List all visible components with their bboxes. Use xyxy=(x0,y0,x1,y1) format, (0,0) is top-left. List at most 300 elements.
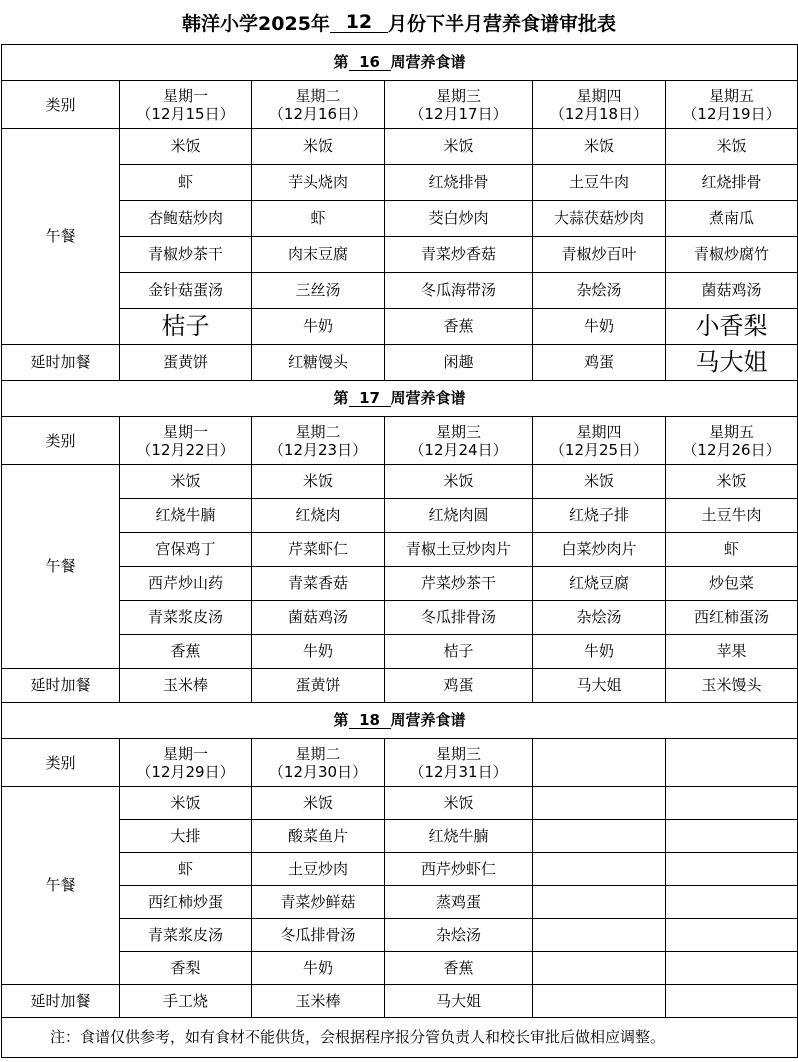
dish-cell xyxy=(120,165,252,201)
extra-cell xyxy=(533,669,666,703)
dish-cell xyxy=(252,499,385,533)
dish-cell xyxy=(666,886,798,919)
dish-name: 青菜香菇 xyxy=(287,574,348,592)
dish-name: 米饭 xyxy=(302,793,333,812)
dish-cell xyxy=(252,601,385,635)
dish-name: 米饭 xyxy=(170,793,201,812)
extra-item: 玉米棒 xyxy=(295,991,341,1010)
day-date: （12月15日） xyxy=(136,104,235,123)
extra-meal-row xyxy=(2,345,798,381)
lunch-row xyxy=(2,309,798,345)
dish-cell xyxy=(252,919,385,952)
dish-cell xyxy=(533,787,666,820)
dish-cell xyxy=(533,820,666,853)
lunch-row xyxy=(2,635,798,669)
day-name: 星期五 xyxy=(708,86,754,105)
dish-name: 虾 xyxy=(310,209,326,227)
dish-name: 冬瓜海带汤 xyxy=(420,281,496,299)
dish-cell xyxy=(666,273,798,309)
day-header xyxy=(252,417,385,465)
extra-cell xyxy=(385,985,533,1018)
lunch-row xyxy=(2,820,798,853)
day-header xyxy=(120,739,252,787)
dish-name: 青椒土豆炒肉片 xyxy=(405,540,511,558)
day-header xyxy=(533,739,666,787)
dish-cell xyxy=(385,309,533,345)
dish-name: 虾 xyxy=(723,540,739,558)
day-header xyxy=(385,81,533,129)
dish-name: 米饭 xyxy=(716,137,747,155)
page-title xyxy=(0,0,798,44)
dish-cell xyxy=(252,201,385,237)
dish-name: 青菜浆皮汤 xyxy=(147,925,223,944)
dish-name: 菌菇鸡汤 xyxy=(701,281,762,299)
extra-cell xyxy=(533,345,666,381)
dish-cell xyxy=(252,465,385,499)
dish-cell xyxy=(533,919,666,952)
extra-cell xyxy=(533,985,666,1018)
day-header xyxy=(533,417,666,465)
dish-cell xyxy=(252,820,385,853)
dish-cell xyxy=(385,499,533,533)
day-header xyxy=(252,81,385,129)
dish-cell xyxy=(533,237,666,273)
extra-item: 马大姐 xyxy=(576,676,622,694)
title-month: 12 xyxy=(330,12,388,33)
lunch-row xyxy=(2,273,798,309)
dish-cell xyxy=(666,567,798,601)
week-prefix: 第 xyxy=(333,711,349,729)
dish-cell xyxy=(120,129,252,165)
lunch-text: 午餐 xyxy=(45,557,76,575)
day-header-row xyxy=(2,81,798,129)
dish-cell xyxy=(252,886,385,919)
dish-name: 苹果 xyxy=(716,642,747,660)
category-label xyxy=(2,81,120,129)
dish-cell xyxy=(533,601,666,635)
day-name: 星期一 xyxy=(162,86,208,105)
dish-cell xyxy=(120,820,252,853)
dish-name: 土豆牛肉 xyxy=(701,506,762,524)
dish-name: 米饭 xyxy=(302,472,333,490)
dish-name: 金针菇蛋汤 xyxy=(147,281,223,299)
dish-cell xyxy=(533,165,666,201)
extra-text: 延时加餐 xyxy=(30,676,91,694)
dish-name: 香梨 xyxy=(170,958,201,977)
extra-label xyxy=(2,985,120,1018)
dish-cell xyxy=(533,201,666,237)
extra-cell xyxy=(666,985,798,1018)
extra-cell xyxy=(252,985,385,1018)
week-suffix: 周营养食谱 xyxy=(390,711,466,729)
dish-name: 小香梨 xyxy=(695,312,768,340)
dish-name: 红烧排骨 xyxy=(428,173,489,191)
day-header xyxy=(666,739,798,787)
dish-name: 米饭 xyxy=(443,472,474,490)
extra-item: 玉米棒 xyxy=(162,676,208,694)
dish-name: 红烧牛腩 xyxy=(155,506,216,524)
menu-table xyxy=(1,44,798,1058)
dish-name: 土豆炒肉 xyxy=(287,859,348,878)
week-prefix: 第 xyxy=(333,389,349,407)
dish-name: 白菜炒肉片 xyxy=(561,540,637,558)
lunch-row xyxy=(2,886,798,919)
lunch-label xyxy=(2,465,120,669)
dish-cell xyxy=(666,309,798,345)
extra-label xyxy=(2,345,120,381)
dish-cell xyxy=(120,853,252,886)
dish-cell xyxy=(385,465,533,499)
dish-cell xyxy=(252,853,385,886)
dish-cell xyxy=(666,919,798,952)
dish-cell xyxy=(385,952,533,985)
lunch-row xyxy=(2,201,798,237)
dish-cell xyxy=(666,201,798,237)
day-date: （12月19日） xyxy=(682,104,781,123)
extra-cell xyxy=(666,345,798,381)
dish-cell xyxy=(533,273,666,309)
dish-name: 酸菜鱼片 xyxy=(287,826,348,845)
dish-name: 杂烩汤 xyxy=(435,925,481,944)
dish-cell xyxy=(252,309,385,345)
dish-name: 杂烩汤 xyxy=(576,281,622,299)
dish-cell xyxy=(385,567,533,601)
dish-name: 青菜浆皮汤 xyxy=(147,608,223,626)
dish-cell xyxy=(385,601,533,635)
extra-cell xyxy=(252,669,385,703)
dish-name: 西芹炒山药 xyxy=(147,574,223,592)
dish-cell xyxy=(666,237,798,273)
day-name: 星期二 xyxy=(295,86,341,105)
dish-cell xyxy=(666,952,798,985)
day-name: 星期二 xyxy=(295,422,341,441)
dish-cell xyxy=(252,533,385,567)
week-number: 17 xyxy=(349,390,391,407)
dish-name: 米饭 xyxy=(583,137,614,155)
dish-cell xyxy=(533,309,666,345)
extra-meal-row xyxy=(2,669,798,703)
dish-name: 三丝汤 xyxy=(295,281,341,299)
dish-cell xyxy=(385,273,533,309)
extra-cell xyxy=(120,669,252,703)
week-title xyxy=(2,703,798,739)
dish-name: 香蕉 xyxy=(443,958,474,977)
dish-name: 米饭 xyxy=(170,472,201,490)
day-name: 星期四 xyxy=(576,422,622,441)
dish-cell xyxy=(533,465,666,499)
week-title-row xyxy=(2,703,798,739)
lunch-text: 午餐 xyxy=(45,227,76,245)
category-text: 类别 xyxy=(45,753,76,772)
day-date: （12月25日） xyxy=(549,440,649,459)
dish-name: 冬瓜排骨汤 xyxy=(420,608,496,626)
dish-name: 芋头烧肉 xyxy=(287,173,348,191)
dish-name: 西红柿炒蛋 xyxy=(147,892,223,911)
dish-name: 青椒炒百叶 xyxy=(561,245,637,263)
dish-cell xyxy=(385,820,533,853)
dish-name: 米饭 xyxy=(302,137,333,155)
dish-name: 宫保鸡丁 xyxy=(155,540,216,558)
day-name: 星期一 xyxy=(162,422,208,441)
lunch-row xyxy=(2,465,798,499)
dish-cell xyxy=(666,129,798,165)
footnote xyxy=(2,1018,798,1058)
week-number: 18 xyxy=(349,712,391,729)
dish-cell xyxy=(120,919,252,952)
dish-name: 西红柿蛋汤 xyxy=(693,608,769,626)
dish-name: 牛奶 xyxy=(302,317,333,335)
category-text: 类别 xyxy=(45,431,76,450)
week-number: 16 xyxy=(349,54,391,71)
week-title-row xyxy=(2,45,798,81)
dish-cell xyxy=(385,533,533,567)
dish-name: 大蒜茯菇炒肉 xyxy=(553,209,644,227)
day-header xyxy=(385,739,533,787)
day-date: （12月29日） xyxy=(136,762,235,781)
week-prefix: 第 xyxy=(333,53,349,71)
dish-cell xyxy=(666,499,798,533)
dish-name: 红烧肉 xyxy=(295,506,341,524)
dish-name: 桔子 xyxy=(161,312,210,340)
day-header-row xyxy=(2,417,798,465)
extra-cell xyxy=(385,669,533,703)
dish-name: 青菜炒鲜菇 xyxy=(280,892,356,911)
dish-name: 青椒炒腐竹 xyxy=(693,245,769,263)
dish-cell xyxy=(120,952,252,985)
lunch-row xyxy=(2,237,798,273)
dish-cell xyxy=(385,237,533,273)
dish-cell xyxy=(533,129,666,165)
dish-name: 牛奶 xyxy=(302,642,333,660)
dish-cell xyxy=(120,787,252,820)
day-header xyxy=(120,417,252,465)
dish-name: 西芹炒虾仁 xyxy=(420,859,496,878)
day-name: 星期三 xyxy=(435,744,481,763)
day-header xyxy=(252,739,385,787)
day-header xyxy=(533,81,666,129)
dish-cell xyxy=(252,129,385,165)
dish-cell xyxy=(120,567,252,601)
dish-cell xyxy=(120,201,252,237)
lunch-row xyxy=(2,601,798,635)
lunch-row xyxy=(2,533,798,567)
day-date: （12月26日） xyxy=(682,440,781,459)
day-date: （12月18日） xyxy=(549,104,649,123)
dish-name: 芹菜炒茶干 xyxy=(420,574,496,592)
week-title xyxy=(2,381,798,417)
dish-name: 大排 xyxy=(170,826,201,845)
lunch-row xyxy=(2,567,798,601)
dish-cell xyxy=(533,499,666,533)
week-suffix: 周营养食谱 xyxy=(390,53,466,71)
day-name: 星期三 xyxy=(435,86,481,105)
dish-cell xyxy=(385,129,533,165)
dish-name: 香蕉 xyxy=(443,317,474,335)
dish-cell xyxy=(120,635,252,669)
dish-cell xyxy=(120,309,252,345)
dish-name: 红烧子排 xyxy=(568,506,629,524)
dish-name: 虾 xyxy=(177,859,193,878)
dish-cell xyxy=(385,787,533,820)
day-date: （12月30日） xyxy=(268,762,368,781)
dish-name: 冬瓜排骨汤 xyxy=(280,925,356,944)
dish-name: 牛奶 xyxy=(583,317,614,335)
lunch-row xyxy=(2,787,798,820)
extra-item: 马大姐 xyxy=(435,991,481,1010)
dish-name: 牛奶 xyxy=(302,958,333,977)
dish-cell xyxy=(252,165,385,201)
dish-name: 杂烩汤 xyxy=(576,608,622,626)
day-date: （12月22日） xyxy=(136,440,235,459)
extra-cell xyxy=(252,345,385,381)
dish-cell xyxy=(666,601,798,635)
dish-cell xyxy=(120,601,252,635)
category-label xyxy=(2,739,120,787)
extra-meal-row xyxy=(2,985,798,1018)
dish-name: 菌菇鸡汤 xyxy=(287,608,348,626)
week-title-row xyxy=(2,381,798,417)
day-date: （12月31日） xyxy=(409,762,508,781)
dish-cell xyxy=(533,853,666,886)
dish-name: 米饭 xyxy=(443,137,474,155)
dish-cell xyxy=(666,635,798,669)
extra-cell xyxy=(385,345,533,381)
day-header-row xyxy=(2,739,798,787)
dish-cell xyxy=(533,952,666,985)
lunch-row xyxy=(2,853,798,886)
dish-name: 青椒炒茶干 xyxy=(147,245,223,263)
dish-cell xyxy=(385,853,533,886)
extra-text: 延时加餐 xyxy=(30,353,91,371)
extra-cell xyxy=(120,985,252,1018)
dish-name: 红烧排骨 xyxy=(701,173,762,191)
dish-cell xyxy=(666,165,798,201)
lunch-row xyxy=(2,165,798,201)
day-header xyxy=(666,81,798,129)
dish-name: 红烧肉圆 xyxy=(428,506,489,524)
lunch-row xyxy=(2,129,798,165)
lunch-label xyxy=(2,129,120,345)
extra-item: 马大姐 xyxy=(695,348,768,376)
dish-cell xyxy=(533,567,666,601)
day-header xyxy=(385,417,533,465)
day-name: 星期二 xyxy=(295,744,341,763)
dish-cell xyxy=(120,886,252,919)
dish-cell xyxy=(666,787,798,820)
dish-cell xyxy=(666,853,798,886)
dish-cell xyxy=(252,567,385,601)
dish-cell xyxy=(533,635,666,669)
extra-cell xyxy=(666,669,798,703)
lunch-label xyxy=(2,787,120,985)
day-date: （12月23日） xyxy=(268,440,368,459)
dish-name: 炒包菜 xyxy=(708,574,754,592)
dish-name: 青菜炒香菇 xyxy=(420,245,496,263)
dish-name: 土豆牛肉 xyxy=(568,173,629,191)
dish-name: 煮南瓜 xyxy=(708,209,754,227)
dish-cell xyxy=(252,952,385,985)
week-title xyxy=(2,45,798,81)
dish-cell xyxy=(120,237,252,273)
dish-cell xyxy=(385,635,533,669)
dish-name: 米饭 xyxy=(716,472,747,490)
title-prefix: 韩洋小学2025年 xyxy=(182,12,330,35)
dish-cell xyxy=(120,465,252,499)
dish-name: 米饭 xyxy=(583,472,614,490)
lunch-row xyxy=(2,952,798,985)
extra-cell xyxy=(120,345,252,381)
dish-cell xyxy=(252,273,385,309)
day-name: 星期四 xyxy=(576,86,622,105)
extra-text: 延时加餐 xyxy=(30,991,91,1010)
extra-item: 鸡蛋 xyxy=(443,676,474,694)
day-name: 星期三 xyxy=(435,422,481,441)
dish-name: 香蕉 xyxy=(170,642,201,660)
day-name: 星期一 xyxy=(162,744,208,763)
dish-name: 牛奶 xyxy=(583,642,614,660)
lunch-row xyxy=(2,499,798,533)
dish-cell xyxy=(252,787,385,820)
lunch-text: 午餐 xyxy=(45,876,76,894)
extra-item: 闲趣 xyxy=(443,353,474,371)
dish-name: 肉末豆腐 xyxy=(287,245,348,263)
day-header xyxy=(120,81,252,129)
dish-cell xyxy=(666,465,798,499)
dish-cell xyxy=(533,886,666,919)
dish-name: 红烧豆腐 xyxy=(568,574,629,592)
day-date: （12月16日） xyxy=(268,104,368,123)
dish-name: 红烧牛腩 xyxy=(428,826,489,845)
dish-name: 杏鲍菇炒肉 xyxy=(147,209,223,227)
note-row xyxy=(2,1018,798,1058)
dish-cell xyxy=(666,820,798,853)
dish-name: 虾 xyxy=(177,173,193,191)
dish-name: 茭白炒肉 xyxy=(428,209,489,227)
dish-name: 蒸鸡蛋 xyxy=(435,892,481,911)
dish-name: 米饭 xyxy=(443,793,474,812)
day-header xyxy=(666,417,798,465)
day-date: （12月24日） xyxy=(409,440,508,459)
lunch-row xyxy=(2,919,798,952)
dish-cell xyxy=(533,533,666,567)
dish-name: 桔子 xyxy=(443,642,474,660)
dish-cell xyxy=(385,201,533,237)
dish-cell xyxy=(385,165,533,201)
extra-label xyxy=(2,669,120,703)
extra-item: 手工烧 xyxy=(162,991,208,1010)
dish-cell xyxy=(385,919,533,952)
extra-item: 玉米馒头 xyxy=(701,676,762,694)
footnote-text: 注：食谱仅供参考，如有食材不能供货，会根据程序报分管负责人和校长审批后做相应调整。 xyxy=(50,1028,666,1046)
dish-cell xyxy=(385,886,533,919)
extra-item: 鸡蛋 xyxy=(583,353,614,371)
extra-item: 蛋黄饼 xyxy=(162,353,208,371)
category-label xyxy=(2,417,120,465)
extra-item: 红糖馒头 xyxy=(287,353,348,371)
dish-cell xyxy=(666,533,798,567)
dish-name: 芹菜虾仁 xyxy=(287,540,348,558)
day-date: （12月17日） xyxy=(409,104,508,123)
dish-cell xyxy=(252,237,385,273)
dish-cell xyxy=(120,273,252,309)
week-suffix: 周营养食谱 xyxy=(390,389,466,407)
dish-cell xyxy=(252,635,385,669)
dish-cell xyxy=(120,533,252,567)
category-text: 类别 xyxy=(45,95,76,114)
dish-name: 米饭 xyxy=(170,137,201,155)
extra-item: 蛋黄饼 xyxy=(295,676,341,694)
title-suffix: 月份下半月营养食谱审批表 xyxy=(387,12,616,35)
